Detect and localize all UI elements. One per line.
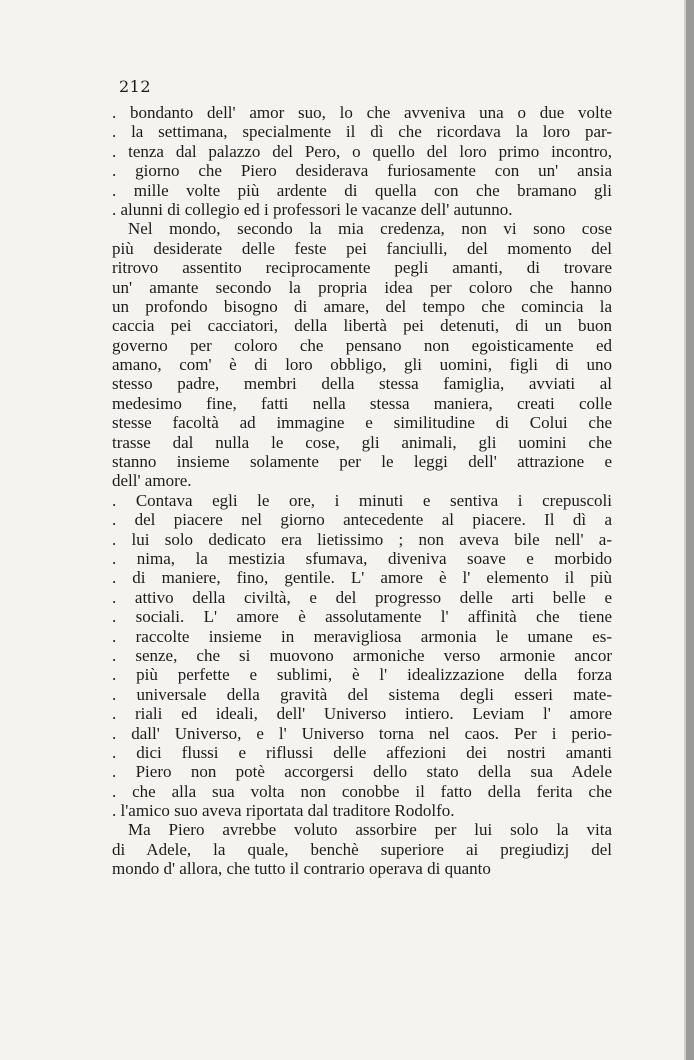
text-line: . dall' Universo, e l' Universo torna nel caos. Per i perio- — [112, 723, 612, 743]
text-line: un' amante secondo la propria idea per coloro che hanno — [112, 277, 612, 297]
text-line: . mille volte più ardente di quella con che bramano gli — [112, 180, 612, 200]
text-line: . sociali. L' amore è assolutamente l' affinità che tiene — [112, 607, 612, 627]
text-line: . che alla sua volta non conobbe il fatto della ferita che — [112, 781, 612, 801]
text-line: caccia pei cacciatori, della libertà pei detenuti, di un buon — [112, 316, 612, 336]
text-line: . l'amico suo aveva riportata dal traditore Rodolfo. — [112, 801, 455, 821]
text-line: governo per coloro che pensano non egoisticamente ed — [112, 335, 612, 355]
text-line: Nel mondo, secondo la mia credenza, non vi sono cose — [128, 219, 612, 239]
text-line: mondo d' allora, che tutto il contrario operava di quanto — [112, 859, 491, 879]
text-line: stesso padre, membri della stessa famiglia, avviati al — [112, 374, 612, 394]
text-line: ritrovo assentito reciprocamente pegli amanti, di trovare — [112, 258, 612, 278]
text-line: stanno insieme solamente per le leggi dell' attrazione e — [112, 452, 612, 472]
text-line: amano, com' è di loro obbligo, gli uomini, figli di uno — [112, 355, 612, 375]
page-number: 212 — [119, 77, 152, 96]
text-line: . alunni di collegio ed i professori le vacanze dell' autunno. — [112, 199, 513, 219]
text-line: . dici flussi e riflussi delle affezioni dei nostri amanti — [112, 742, 612, 762]
text-line: . riali ed ideali, dell' Universo intiero. Leviam l' amore — [112, 704, 612, 724]
text-line: . più perfette e sublimi, è l' idealizzazione della forza — [112, 665, 612, 685]
text-line: più desiderate delle feste pei fanciulli, del momento del — [112, 238, 612, 258]
text-line: . del piacere nel giorno antecedente al piacere. Il dì a — [112, 510, 612, 530]
page-edge — [686, 0, 694, 1060]
text-line: dell' amore. — [112, 471, 192, 491]
text-line: un profondo bisogno di amare, del tempo che comincia la — [112, 296, 612, 316]
text-line: . la settimana, specialmente il dì che ricordava la loro par- — [112, 122, 612, 142]
body-text — [112, 103, 612, 879]
text-line: . nima, la mestizia sfumava, diveniva soave e morbido — [112, 548, 612, 568]
text-line: trasse dal nulla le cose, gli animali, gli uomini che — [112, 432, 612, 452]
text-line: stesse facoltà ad immagine e similitudine di Colui che — [112, 413, 612, 433]
text-line: . giorno che Piero desiderava furiosamente con un' ansia — [112, 161, 612, 181]
text-line: . universale della gravità del sistema degli esseri mate- — [112, 684, 612, 704]
text-line: medesimo fine, fatti nella stessa maniera, creati colle — [112, 393, 612, 413]
text-line: . Contava egli le ore, i minuti e sentiva i crepuscoli — [112, 490, 612, 510]
text-line: . senze, che si muovono armoniche verso armonie ancor — [112, 645, 612, 665]
text-line: . attivo della civiltà, e del progresso delle arti belle e — [112, 587, 612, 607]
text-line: . bondanto dell' amor suo, lo che avveniva una o due volte — [112, 103, 612, 122]
text-line: . lui solo dedicato era lietissimo ; non aveva bile nell' a- — [112, 529, 612, 549]
text-line: . Piero non potè accorgersi dello stato della sua Adele — [112, 762, 612, 782]
text-line: . tenza dal palazzo del Pero, o quello del loro primo incontro, — [112, 141, 612, 161]
text-line: . di maniere, fino, gentile. L' amore è l' elemento il più — [112, 568, 612, 588]
text-line: di Adele, la quale, benchè superiore ai pregiudizj del — [112, 839, 612, 859]
text-line: . raccolte insieme in meravigliosa armonia le umane es- — [112, 626, 612, 646]
text-line: Ma Piero avrebbe voluto assorbire per lui solo la vita — [128, 820, 612, 840]
